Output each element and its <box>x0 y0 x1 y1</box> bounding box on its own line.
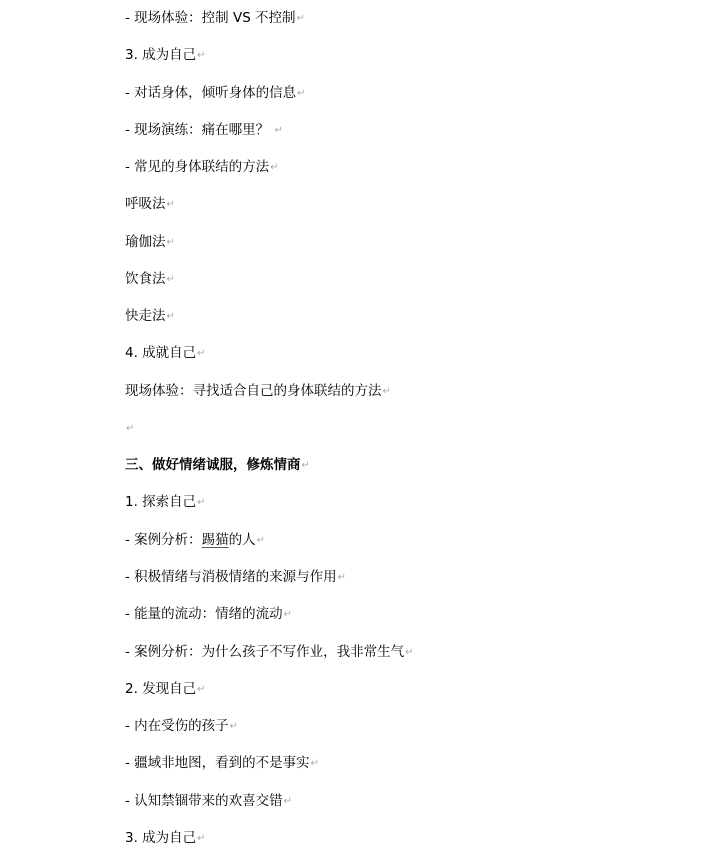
paragraph-mark-icon: ↵ <box>166 199 175 210</box>
paragraph-line: 呼吸法↵ <box>125 196 175 212</box>
paragraph-line: 快走法↵ <box>125 308 175 324</box>
paragraph-mark-icon: ↵ <box>197 684 206 695</box>
paragraph-line: - 疆域非地图，看到的不是事实↵ <box>125 755 320 771</box>
paragraph-line: 饮食法↵ <box>125 271 175 287</box>
paragraph-line: - 常见的身体联结的方法↵ <box>125 159 279 175</box>
paragraph-line: 1. 探索自己↵ <box>125 494 206 510</box>
paragraph-line: - 认知禁锢带来的欢喜交错↵ <box>125 793 293 809</box>
section-heading: 三、做好情绪诚服，修炼情商↵ <box>125 457 310 473</box>
paragraph-mark-icon: ↵ <box>274 125 283 136</box>
paragraph-mark-icon: ↵ <box>197 833 206 844</box>
empty-paragraph-line <box>125 418 134 438</box>
paragraph-line: - 积极情绪与消极情绪的来源与作用↵ <box>125 569 347 585</box>
paragraph-mark-icon: ↵ <box>296 13 305 24</box>
paragraph-mark-icon: ↵ <box>197 497 206 508</box>
paragraph-mark-icon: ↵ <box>297 88 306 99</box>
paragraph-mark-icon: ↵ <box>197 348 206 359</box>
paragraph-mark-icon: ↵ <box>166 311 175 322</box>
paragraph-line: 3. 成为自己↵ <box>125 830 206 846</box>
paragraph-mark-icon: ↵ <box>301 460 310 471</box>
paragraph-mark-icon: ↵ <box>310 758 320 769</box>
paragraph-line: 4. 成就自己↵ <box>125 345 206 361</box>
paragraph-mark-icon: ↵ <box>166 237 175 248</box>
paragraph-mark-icon: ↵ <box>229 721 239 732</box>
paragraph-mark-icon: ↵ <box>256 535 266 546</box>
paragraph-mark-icon: ↵ <box>197 50 206 61</box>
paragraph-mark-icon: ↵ <box>283 609 293 620</box>
paragraph-mark-icon: ↵ <box>126 423 135 434</box>
paragraph-mark-icon: ↵ <box>270 162 279 173</box>
underlined-term: 踢猫 <box>201 532 229 548</box>
paragraph-line: - 现场演练：痛在哪里？ ↵ <box>125 122 283 138</box>
paragraph-mark-icon: ↵ <box>405 647 414 658</box>
paragraph-mark-icon: ↵ <box>283 796 293 807</box>
paragraph-line: - 对话身体，倾听身体的信息↵ <box>125 85 306 101</box>
paragraph-line: 瑜伽法↵ <box>125 234 175 250</box>
paragraph-line: 3. 成为自己↵ <box>125 47 206 63</box>
paragraph-line: - 内在受伤的孩子↵ <box>125 718 239 734</box>
paragraph-line: - 案例分析：为什么孩子不写作业，我非常生气↵ <box>125 644 414 660</box>
paragraph-mark-icon: ↵ <box>166 274 175 285</box>
paragraph-mark-icon: ↵ <box>337 572 347 583</box>
paragraph-line: - 现场体验：控制 VS 不控制↵ <box>125 10 305 26</box>
paragraph-line: 现场体验：寻找适合自己的身体联结的方法↵ <box>125 383 391 399</box>
paragraph-line: 2. 发现自己↵ <box>125 681 206 697</box>
paragraph-line: - 能量的流动：情绪的流动↵ <box>125 606 293 622</box>
paragraph-line: - 案例分析：踢猫的人↵ <box>125 532 266 548</box>
paragraph-mark-icon: ↵ <box>382 386 391 397</box>
